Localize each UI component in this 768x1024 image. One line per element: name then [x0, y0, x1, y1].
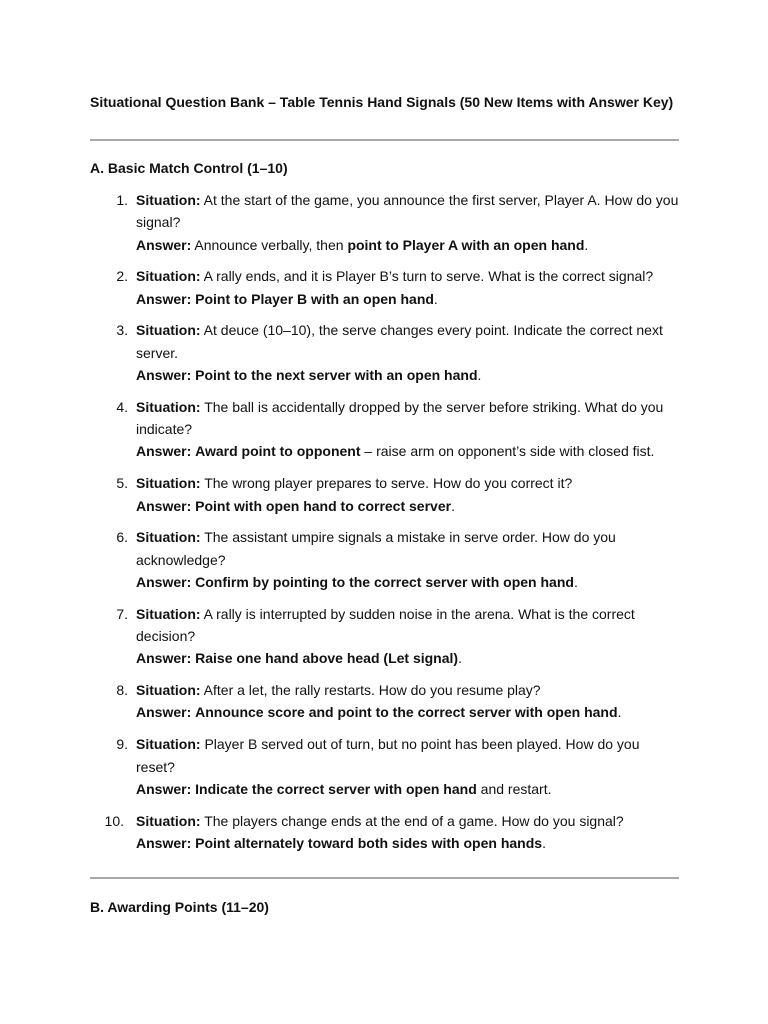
answer-bold: Point alternately toward both sides with open hands — [195, 834, 543, 851]
item-number: 6. — [116, 529, 128, 546]
situation-label: Situation: — [136, 322, 201, 339]
situation-label: Situation: — [136, 605, 201, 622]
item-number: 8. — [116, 682, 128, 699]
answer-label: Answer: — [136, 367, 192, 384]
question-item — [0, 526, 681, 593]
situation-label: Situation: — [136, 812, 201, 829]
item-number: 3. — [116, 322, 128, 339]
situation-body: Player B served out of turn, but no point has been played. How do you reset? — [136, 736, 640, 775]
situation-text — [136, 265, 681, 287]
answer-after: . — [617, 704, 622, 721]
answer-label: Answer: — [136, 780, 192, 797]
answer-label: Answer: — [136, 834, 192, 851]
situation-text — [136, 396, 681, 441]
answer-bold: Announce score and point to the correct server with open hand — [195, 704, 618, 721]
answer-text — [136, 288, 681, 310]
answer-after: . — [477, 367, 482, 384]
situation-label: Situation: — [136, 475, 201, 492]
item-number: 1. — [116, 192, 128, 208]
answer-label: Answer: — [136, 443, 192, 460]
item-number: 2. — [116, 268, 128, 285]
situation-text — [136, 679, 681, 701]
situation-body: The players change ends at the end of a game. How do you signal? — [204, 812, 624, 829]
item-number: 7. — [116, 605, 128, 622]
answer-text — [136, 571, 681, 593]
question-item — [0, 265, 681, 310]
answer-text — [136, 832, 681, 854]
question-item — [0, 679, 681, 724]
answer-after: . — [451, 497, 455, 514]
answer-text — [136, 234, 681, 256]
situation-text — [136, 810, 681, 832]
situation-text — [136, 189, 681, 234]
situation-text — [136, 603, 681, 648]
question-list — [0, 189, 768, 864]
answer-after: – raise arm on opponent’s side with closed fist. — [360, 443, 655, 460]
answer-label: Answer: — [136, 573, 192, 590]
answer-text — [136, 440, 681, 462]
answer-plain: Announce verbally, then — [194, 236, 344, 253]
answer-after: . — [542, 834, 546, 851]
situation-text — [136, 526, 681, 571]
document-title: Situational Question Bank – Table Tennis Hand Signals (50 New Items with Answer Key) — [90, 94, 674, 110]
answer-after: . — [573, 573, 578, 590]
answer-after: . — [584, 236, 589, 253]
situation-text — [136, 733, 681, 778]
situation-body: The ball is accidentally dropped by the server before striking. What do you indicate? — [136, 398, 664, 438]
answer-text — [136, 778, 681, 800]
answer-text — [136, 495, 681, 517]
divider-top — [90, 139, 679, 141]
situation-label: Situation: — [136, 682, 201, 699]
answer-label: Answer: — [136, 236, 192, 253]
section-b-heading: B. Awarding Points (11–20) — [90, 899, 269, 915]
answer-bold: Point to the next server with an open hand — [195, 367, 478, 384]
situation-label: Situation: — [136, 398, 201, 415]
answer-label: Answer: — [136, 497, 192, 514]
answer-label: Answer: — [136, 650, 192, 667]
item-number: 9. — [116, 736, 128, 753]
answer-bold: Indicate the correct server with open hand — [195, 780, 477, 797]
answer-text — [136, 647, 681, 669]
situation-text — [136, 472, 681, 494]
section-a-heading: A. Basic Match Control (1–10) — [90, 160, 288, 176]
divider-bottom — [90, 877, 679, 879]
situation-label: Situation: — [136, 268, 201, 285]
answer-bold: Raise one hand above head (Let signal) — [195, 650, 459, 667]
situation-body: A rally is interrupted by sudden noise in the arena. What is the correct decision? — [136, 605, 635, 645]
item-number: 4. — [116, 398, 128, 415]
answer-bold: Award point to opponent — [195, 443, 361, 460]
question-item — [0, 603, 681, 670]
question-item — [0, 396, 681, 463]
situation-body: After a let, the rally restarts. How do you resume play? — [203, 682, 541, 699]
situation-text — [136, 319, 681, 364]
situation-body: At deuce (10–10), the serve changes every point. Indicate the correct next server. — [136, 322, 663, 361]
situation-body: The assistant umpire signals a mistake in serve order. How do you acknowledge? — [136, 529, 616, 568]
answer-label: Answer: — [136, 704, 192, 721]
answer-text — [136, 701, 681, 723]
question-item — [0, 810, 681, 855]
answer-bold: Point to Player B with an open hand — [195, 290, 434, 307]
question-item — [0, 319, 681, 386]
question-item — [0, 189, 681, 256]
question-item — [0, 472, 681, 517]
situation-body: At the start of the game, you announce the first server, Player A. How do you signal? — [136, 192, 679, 231]
question-item — [0, 733, 681, 800]
item-number: 10. — [104, 812, 124, 829]
answer-label: Answer: — [136, 290, 192, 307]
item-number: 5. — [116, 475, 128, 492]
answer-bold: Point with open hand to correct server — [195, 497, 452, 514]
situation-label: Situation: — [136, 529, 201, 546]
answer-bold: point to Player A with an open hand — [347, 236, 585, 253]
situation-label: Situation: — [136, 192, 201, 208]
answer-text — [136, 364, 681, 386]
answer-bold: Confirm by pointing to the correct server with open hand — [195, 573, 574, 590]
situation-label: Situation: — [136, 736, 201, 753]
answer-after: . — [458, 650, 462, 667]
situation-body: A rally ends, and it is Player B’s turn to serve. What is the correct signal? — [203, 268, 654, 285]
situation-body: The wrong player prepares to serve. How do you correct it? — [204, 475, 573, 492]
answer-after: and restart. — [476, 780, 552, 797]
answer-after: . — [433, 290, 438, 307]
